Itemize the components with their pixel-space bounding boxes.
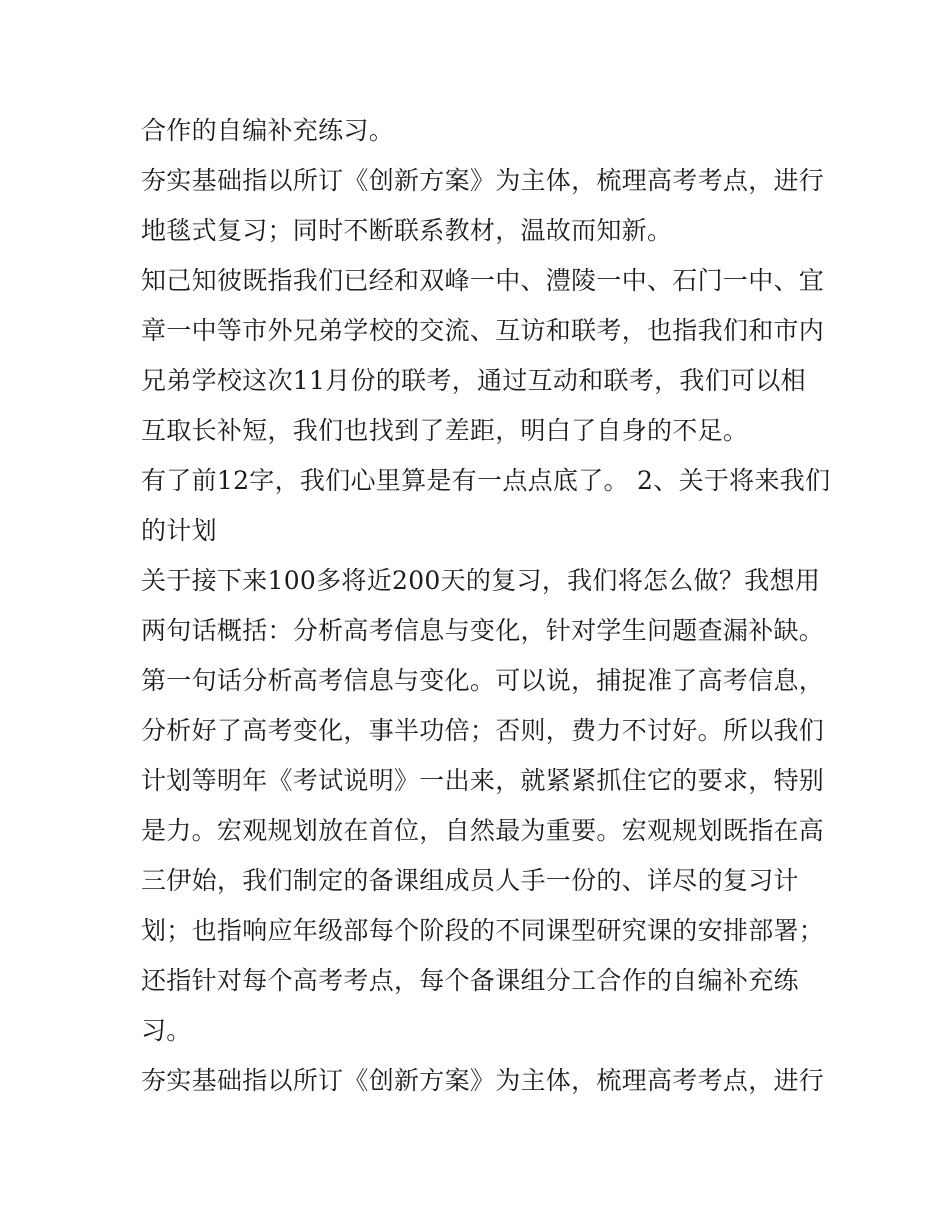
text-line: 地毯式复习；同时不断联系教材，温故而知新。 <box>141 216 673 245</box>
text-line: 分析好了高考变化，事半功倍；否则，费力不讨好。所以我们 <box>141 716 825 745</box>
text-line: 计划等明年《考试说明》一出来，就紧紧抓住它的要求，特别 <box>141 766 825 795</box>
text-line: 合作的自编补充练习。 <box>141 116 395 145</box>
text-line: 互取长补短，我们也找到了差距，明白了自身的不足。 <box>141 416 749 445</box>
text-line: 章一中等市外兄弟学校的交流、互访和联考，也指我们和市内 <box>141 316 825 345</box>
text-line: 是力。宏观规划放在首位，自然最为重要。宏观规划既指在高 <box>141 816 825 845</box>
text-line: 还指针对每个高考考点，每个备课组分工合作的自编补充练 <box>141 966 799 995</box>
text-line: 的计划 <box>141 516 217 545</box>
text-line: 第一句话分析高考信息与变化。可以说，捕捉准了高考信息， <box>141 666 825 695</box>
text-line: 夯实基础指以所订《创新方案》为主体，梳理高考考点，进行 <box>141 166 825 195</box>
document-body <box>141 106 831 1106</box>
text-line: 三伊始，我们制定的备课组成员人手一份的、详尽的复习计 <box>141 866 799 895</box>
text-line: 两句话概括：分析高考信息与变化，针对学生问题查漏补缺。 <box>141 616 825 645</box>
text-line: 知己知彼既指我们已经和双峰一中、澧陵一中、石门一中、宜 <box>141 266 825 295</box>
text-line: 划；也指响应年级部每个阶段的不同课型研究课的安排部署； <box>141 916 825 945</box>
text-line: 夯实基础指以所订《创新方案》为主体，梳理高考考点，进行 <box>141 1066 825 1095</box>
text-line: 习。 <box>141 1016 192 1045</box>
text-line: 关于接下来100多将近200天的复习，我们将怎么做？我想用 <box>141 566 821 595</box>
text-line: 有了前12字，我们心里算是有一点点底了。 2、关于将来我们 <box>141 466 831 495</box>
text-line: 兄弟学校这次11月份的联考，通过互动和联考，我们可以相 <box>141 366 806 395</box>
